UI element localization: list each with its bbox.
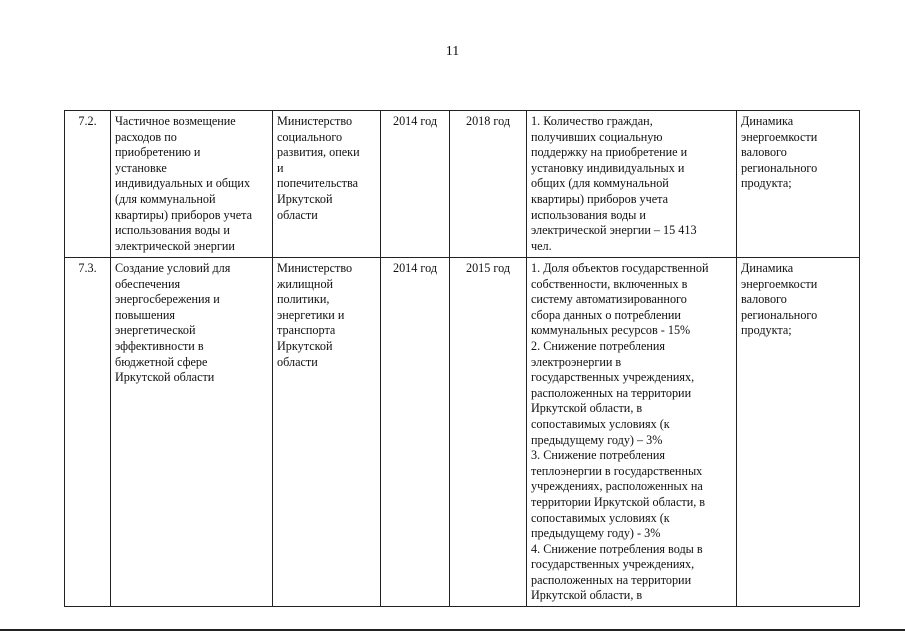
table-row — [65, 111, 860, 258]
end-year-cell: 2015 год — [450, 258, 527, 607]
row-number-cell: 7.2. — [65, 111, 111, 258]
page-number: 11 — [445, 44, 460, 59]
row-number-cell: 7.3. — [65, 258, 111, 607]
measure-name-cell: Создание условий для обеспечения энергосбережения и повышения энергетической эффективности в бюджетной сфере Иркутской области — [111, 258, 273, 607]
end-year-cell: 2018 год — [450, 111, 527, 258]
indicator-cell: Динамика энергоемкости валового регионального продукта; — [737, 111, 860, 258]
start-year-cell: 2014 год — [381, 258, 450, 607]
executor-cell: Министерство социального развития, опеки и попечительства Иркутской области — [273, 111, 381, 258]
page-bottom-border — [0, 629, 905, 631]
expected-result-cell: 1. Доля объектов государственной собственности, включенных в систему автоматизированного сбора данных о потреблении коммунальных ресурсов - 15% 2. Снижение потребления электроэнергии в государственных учреждениях, расположенных на территории Иркутской области, в сопоставимых условиях (к предыдущему году) – 3% 3. Снижение потребления теплоэнергии в государственных учреждениях, расположенных на территории Иркутской области, в сопоставимых условиях (к предыдущему году) - 3% 4. Снижение потребления воды в государственных учреждениях, расположенных на территории Иркутской области, в — [527, 258, 737, 607]
program-measures-table — [64, 110, 860, 607]
executor-cell: Министерство жилищной политики, энергетики и транспорта Иркутской области — [273, 258, 381, 607]
start-year-cell: 2014 год — [381, 111, 450, 258]
expected-result-cell: 1. Количество граждан, получивших социальную поддержку на приобретение и установку индивидуальных и общих (для коммунальной квартиры) приборов учета использования воды и электрической энергии – 15 413 чел. — [527, 111, 737, 258]
table-row — [65, 258, 860, 607]
indicator-cell: Динамика энергоемкости валового регионального продукта; — [737, 258, 860, 607]
measure-name-cell: Частичное возмещение расходов по приобретению и установке индивидуальных и общих (для коммунальной квартиры) приборов учета использования воды и электрической энергии — [111, 111, 273, 258]
